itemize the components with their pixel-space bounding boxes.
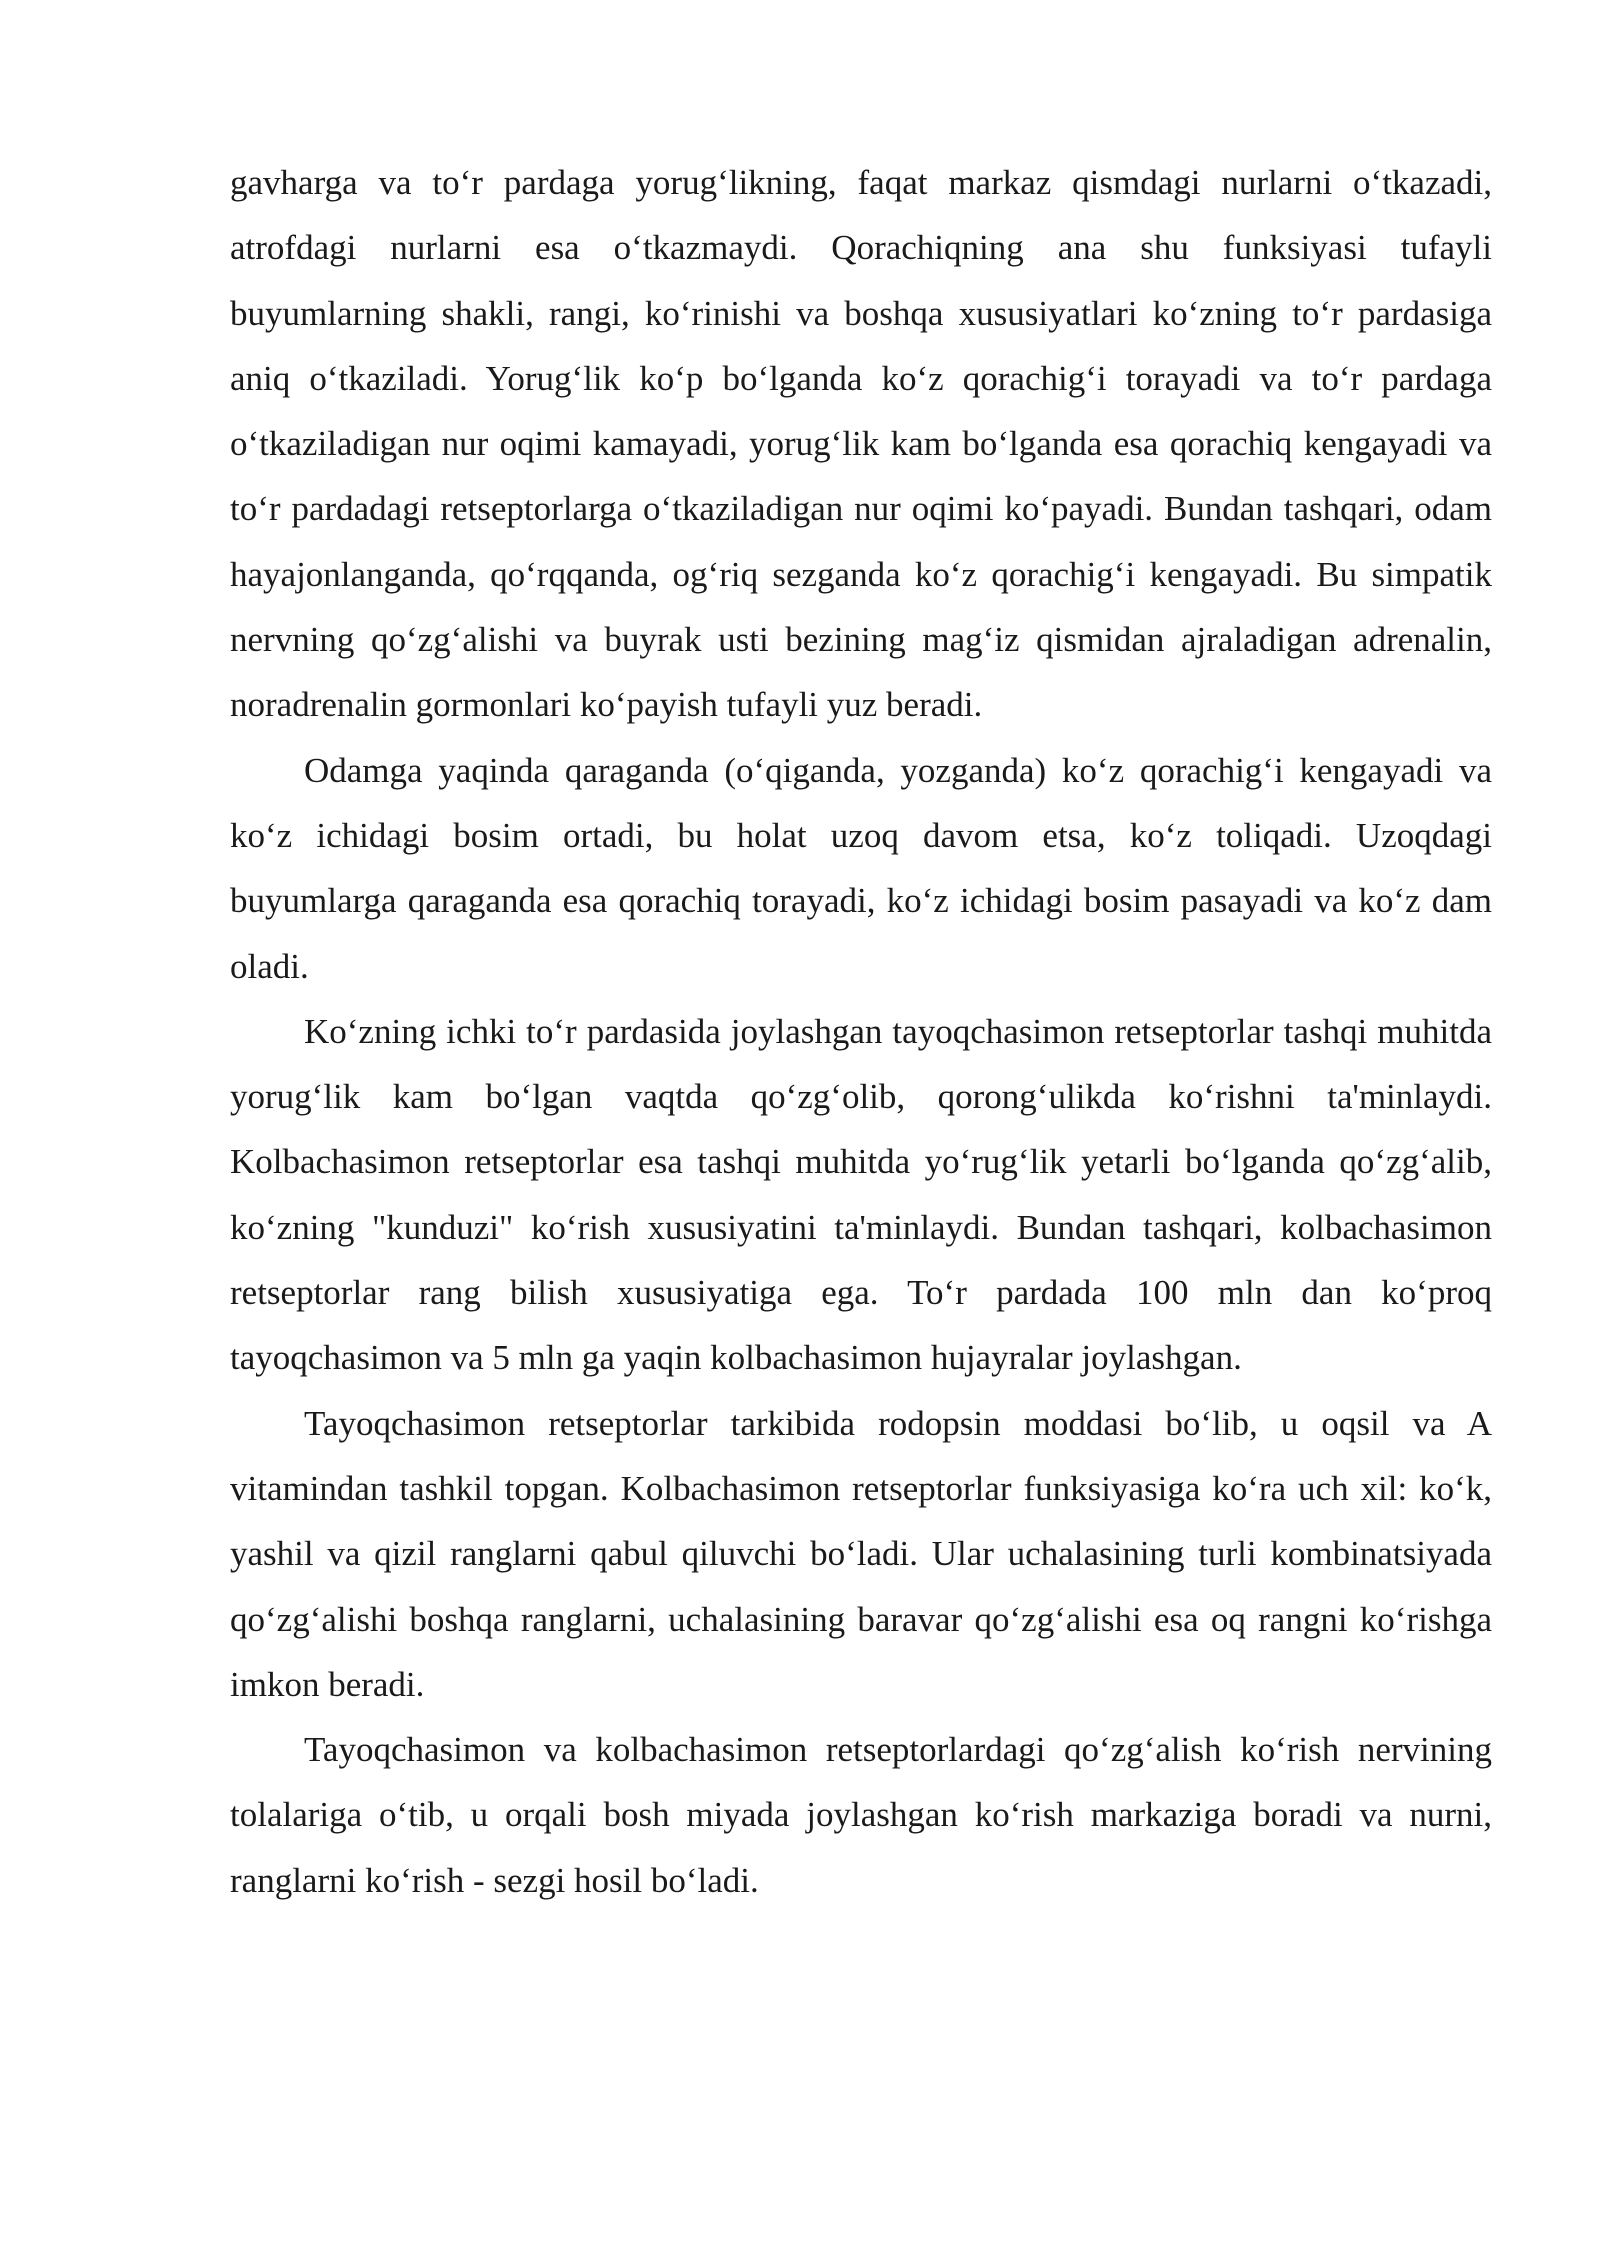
paragraph-continuation: gavharga va to‘r pardaga yorug‘likning, faqat markaz qismdagi nurlarni o‘tkazadi, atrofdagi nurlarni esa o‘tkazmaydi. Qorachiqning ana shu funksiyasi tufayli buyumlarning shakli, rangi, ko‘rinishi va boshqa xususiyatlari ko‘zning to‘r pardasiga aniq o‘tkaziladi. Yorug‘lik ko‘p bo‘lganda ko‘z qorachig‘i torayadi va to‘r pardaga o‘tkaziladigan nur oqimi kamayadi, yorug‘lik kam bo‘lganda esa qorachiq kengayadi va to‘r pardadagi retseptorlarga o‘tkaziladigan nur oqimi ko‘payadi. Bundan tashqari, odam hayajonlanganda, qo‘rqqanda, og‘riq sezganda ko‘z qorachig‘i kengayadi. Bu simpatik nervning qo‘zg‘alishi va buyrak usti bezining mag‘iz qismidan ajraladigan adrenalin, noradrenalin gormonlari ko‘payish tufayli yuz beradi.	[230, 163, 1492, 725]
paragraph-visual-center: Tayoqchasimon va kolbachasimon retseptorlardagi qo‘zg‘alish ko‘rish nervining tolalariga o‘tib, u orqali bosh miyada joylashgan ko‘rish markaziga boradi va nurni, ranglarni ko‘rish - sezgi hosil bo‘ladi.	[230, 1730, 1492, 1900]
paragraph-rodopsin: Tayoqchasimon retseptorlar tarkibida rodopsin moddasi bo‘lib, u oqsil va A vitamindan tashkil topgan. Kolbachasimon retseptorlar funksiyasiga ko‘ra uch xil: ko‘k, yashil va qizil ranglarni qabul qiluvchi bo‘ladi. Ular uchalasining turli kombinatsiyada qo‘zg‘alishi boshqa ranglarni, uchalasining baravar qo‘zg‘alishi esa oq rangni ko‘rishga imkon beradi.	[230, 1403, 1492, 1704]
paragraph-retina-receptors: Ko‘zning ichki to‘r pardasida joylashgan tayoqchasimon retseptorlar tashqi muhitda yorug‘lik kam bo‘lgan vaqtda qo‘zg‘olib, qorong‘ulikda ko‘rishni ta'minlaydi. Kolbachasimon retseptorlar esa tashqi muhitda yo‘rug‘lik yetarli bo‘lganda qo‘zg‘alib, ko‘zning "kunduzi" ko‘rish xususiyatini ta'minlaydi. Bundan tashqari, kolbachasimon retseptorlar rang bilish xususiyatiga ega. To‘r pardada 100 mln dan ko‘proq tayoqchasimon va 5 mln ga yaqin kolbachasimon hujayralar joylashgan.	[230, 1011, 1492, 1378]
body-text	[230, 150, 1492, 1913]
paragraph-near-vision: Odamga yaqinda qaraganda (o‘qiganda, yozganda) ko‘z qorachig‘i kengayadi va ko‘z ichidagi bosim ortadi, bu holat uzoq davom etsa, ko‘z toliqadi. Uzoqdagi buyumlarga qaraganda esa qorachiq torayadi, ko‘z ichidagi bosim pasayadi va ko‘z dam oladi.	[230, 750, 1492, 986]
